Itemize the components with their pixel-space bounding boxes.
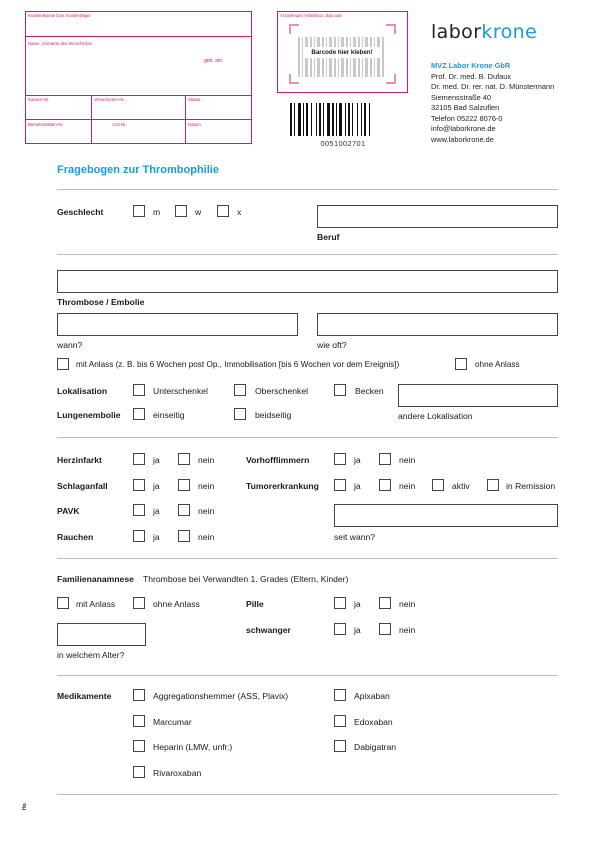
no-label: nein — [198, 532, 215, 542]
footer-mark: Ho — [22, 803, 28, 810]
medication-option-label: Rivaroxaban — [153, 768, 202, 778]
barcode-bar — [306, 103, 308, 136]
medication-option-label: Dabigatran — [354, 742, 397, 752]
family-without-cause-checkbox[interactable] — [133, 597, 145, 609]
patient-box-divider — [25, 36, 252, 37]
rivaroxaban-checkbox[interactable] — [133, 766, 145, 778]
insurer-no-label: Kassen-Nr. — [28, 97, 50, 102]
barcode-bar — [311, 103, 312, 136]
heart-attack-no-checkbox[interactable] — [178, 453, 190, 465]
tumor-remission-label: in Remission — [506, 481, 556, 491]
since-when-input[interactable] — [334, 504, 558, 527]
sender-company: MVZ Labor Krone GbR — [431, 61, 511, 70]
thigh-label: Oberschenkel — [255, 386, 309, 396]
gender-w-label: w — [195, 207, 202, 217]
stroke-label: Schlaganfall — [57, 481, 108, 491]
patient-box-divider — [25, 119, 252, 120]
unilateral-label: einseitig — [153, 410, 185, 420]
age-label: in welchem Alter? — [57, 650, 125, 660]
edoxaban-checkbox[interactable] — [334, 715, 346, 727]
other-localisation-label: andere Lokalisation — [398, 411, 473, 421]
family-with-cause-label: mit Anlass — [76, 599, 116, 609]
barcode-bar — [298, 103, 301, 136]
barcode — [290, 103, 396, 136]
pregnant-label: schwanger — [246, 625, 291, 635]
barcode-bar — [357, 103, 358, 136]
age-input[interactable] — [57, 623, 146, 646]
barcode-bar — [319, 103, 321, 136]
yes-label: ja — [354, 625, 361, 635]
marcumar-checkbox[interactable] — [133, 715, 145, 727]
barcode-bar — [364, 103, 366, 136]
gender-x-label: x — [237, 207, 242, 217]
dob-label: geb. am — [204, 58, 223, 64]
sender-line: 32105 Bad Salzuflen — [431, 103, 500, 112]
yes-label: ja — [153, 506, 160, 516]
when-label: wann? — [57, 340, 83, 350]
barcode-bar — [345, 103, 346, 136]
aggregation-inhibitor-checkbox[interactable] — [133, 689, 145, 701]
section-divider — [57, 675, 558, 676]
no-label: nein — [399, 455, 416, 465]
barcode-bar — [323, 103, 324, 136]
sender-line: www.laborkrone.de — [431, 134, 494, 144]
tumor-no-checkbox[interactable] — [379, 479, 391, 491]
medication-option-label: Marcumar — [153, 717, 192, 727]
medication-option-label: Edoxaban — [354, 717, 393, 727]
pavk-no-checkbox[interactable] — [178, 504, 190, 516]
smoking-label: Rauchen — [57, 532, 94, 542]
yes-label: ja — [354, 481, 361, 491]
smoking-yes-checkbox[interactable] — [133, 530, 145, 542]
no-label: nein — [399, 481, 416, 491]
no-label: nein — [399, 599, 416, 609]
family-history-desc: Thrombose bei Verwandten 1. Grades (Eltern, Kinder) — [143, 574, 349, 584]
doctor-no-label: Arzt-Nr. — [112, 122, 127, 127]
how-often-input[interactable] — [317, 313, 558, 336]
patient-box-divider — [25, 95, 252, 96]
thrombosis-input[interactable] — [57, 270, 558, 293]
sender-line: Dr. med. Dr. rer. nat. D. Münstermann — [431, 82, 555, 91]
yes-label: ja — [153, 532, 160, 542]
apixaban-checkbox[interactable] — [334, 689, 346, 701]
tumor-label: Tumorerkrankung — [246, 481, 319, 491]
heart-attack-label: Herzinfarkt — [57, 455, 102, 465]
barcode-bar — [327, 103, 330, 136]
job-input[interactable] — [317, 205, 558, 228]
date-label: Datum — [188, 122, 201, 127]
barcode-bar — [361, 103, 362, 136]
with-cause-label: mit Anlass (z. B. bis 6 Wochen post Op., Immobilisation [bis 6 Wochen vor dem Ereignis]) — [76, 360, 400, 369]
barcode-bar — [316, 103, 317, 136]
patient-name-label: Name, Vorname des Versicherten — [28, 41, 93, 46]
barcode-prompt: Barcode hier kleben! — [303, 47, 381, 58]
afib-label: Vorhofflimmern — [246, 455, 310, 465]
section-divider — [57, 437, 558, 438]
barcode-bar — [303, 103, 304, 136]
logo-part-krone: krone — [481, 21, 538, 43]
barcode-number: 0051002701 — [320, 139, 366, 148]
sender-address — [431, 61, 554, 145]
pregnant-no-checkbox[interactable] — [379, 623, 391, 635]
yes-label: ja — [354, 455, 361, 465]
section-divider — [57, 254, 558, 255]
family-history-label: Familienanamnese — [57, 574, 134, 584]
since-when-label: seit wann? — [334, 532, 376, 542]
when-input[interactable] — [57, 313, 298, 336]
afib-no-checkbox[interactable] — [379, 453, 391, 465]
sender-line: Telefon 05222 8076-0 — [431, 113, 503, 123]
localisation-label: Lokalisation — [57, 386, 108, 396]
with-cause-checkbox[interactable] — [57, 358, 69, 370]
barcode-bar — [290, 103, 292, 136]
gender-x-checkbox[interactable] — [217, 205, 229, 217]
sender-line: info@laborkrone.de — [431, 124, 496, 133]
thrombosis-label: Thrombose / Embolie — [57, 297, 145, 307]
without-cause-checkbox[interactable] — [455, 358, 467, 370]
barcode-bar — [332, 103, 334, 136]
section-divider — [57, 558, 558, 559]
smoking-no-checkbox[interactable] — [178, 530, 190, 542]
gender-w-checkbox[interactable] — [175, 205, 187, 217]
pill-no-checkbox[interactable] — [379, 597, 391, 609]
heparin-checkbox[interactable] — [133, 740, 145, 752]
yes-label: ja — [153, 481, 160, 491]
pavk-label: PAVK — [57, 506, 80, 516]
gender-m-label: m — [153, 207, 161, 217]
sender-line: Prof. Dr. med. B. Dufaux — [431, 71, 512, 81]
job-label: Beruf — [317, 232, 340, 242]
other-localisation-input[interactable] — [398, 384, 558, 407]
family-with-cause-checkbox[interactable] — [57, 597, 69, 609]
patient-box-divider — [185, 95, 186, 144]
no-label: nein — [198, 455, 215, 465]
stamp-box-label: Arztstempel / Klinikbox. Barcode — [280, 13, 342, 18]
stroke-yes-checkbox[interactable] — [133, 479, 145, 491]
gender-label: Geschlecht — [57, 207, 104, 217]
pregnant-yes-checkbox[interactable] — [334, 623, 346, 635]
embolism-label: Lungenembolie — [57, 410, 121, 420]
section-divider — [57, 794, 558, 795]
barcode-bar — [336, 103, 337, 136]
section-divider — [57, 189, 558, 190]
laborkrone-logo — [431, 21, 537, 43]
insured-no-label: Versicherten-Nr. — [94, 97, 125, 102]
pelvis-label: Becken — [355, 386, 384, 396]
yes-label: ja — [153, 455, 160, 465]
lower-leg-checkbox[interactable] — [133, 384, 145, 396]
barcode-bar — [348, 103, 350, 136]
yes-label: ja — [354, 599, 361, 609]
stroke-no-checkbox[interactable] — [178, 479, 190, 491]
bilateral-checkbox[interactable] — [234, 408, 246, 420]
sender-line: Siemensstraße 40 — [431, 92, 491, 102]
patient-box-divider — [91, 95, 92, 144]
no-label: nein — [198, 506, 215, 516]
medication-label: Medikamente — [57, 691, 112, 701]
form-title: Fragebogen zur Thrombophilie — [57, 164, 219, 176]
how-often-label: wie oft? — [317, 340, 347, 350]
without-cause-label: ohne Anlass — [475, 360, 520, 369]
medication-option-label: Heparin (LMW, unfr.) — [153, 742, 233, 752]
barcode-bar — [339, 103, 342, 136]
medication-option-label: Apixaban — [354, 691, 390, 701]
dabigatran-checkbox[interactable] — [334, 740, 346, 752]
family-without-cause-label: ohne Anlass — [153, 599, 200, 609]
afib-yes-checkbox[interactable] — [334, 453, 346, 465]
medication-option-label: Aggregationshemmer (ASS, Plavix) — [153, 691, 289, 701]
pill-yes-checkbox[interactable] — [334, 597, 346, 609]
no-label: nein — [399, 625, 416, 635]
lower-leg-label: Unterschenkel — [153, 386, 208, 396]
pavk-yes-checkbox[interactable] — [133, 504, 145, 516]
no-label: nein — [198, 481, 215, 491]
tumor-remission-checkbox[interactable] — [487, 479, 499, 491]
barcode-bar — [352, 103, 353, 136]
heart-attack-yes-checkbox[interactable] — [133, 453, 145, 465]
insurer-label: Krankenkasse bzw. Kostenträger — [28, 13, 91, 18]
logo-part-labor: labor — [431, 21, 482, 43]
thigh-checkbox[interactable] — [234, 384, 246, 396]
barcode-bar — [369, 103, 370, 136]
tumor-yes-checkbox[interactable] — [334, 479, 346, 491]
status-label: Status — [188, 97, 201, 102]
unilateral-checkbox[interactable] — [133, 408, 145, 420]
tumor-active-label: aktiv — [452, 481, 470, 491]
pelvis-checkbox[interactable] — [334, 384, 346, 396]
pill-label: Pille — [246, 599, 264, 609]
tumor-active-checkbox[interactable] — [432, 479, 444, 491]
site-no-label: Betriebsstätten-Nr. — [28, 122, 64, 127]
gender-m-checkbox[interactable] — [133, 205, 145, 217]
barcode-bar — [294, 103, 295, 136]
bilateral-label: beidseitig — [255, 410, 292, 420]
